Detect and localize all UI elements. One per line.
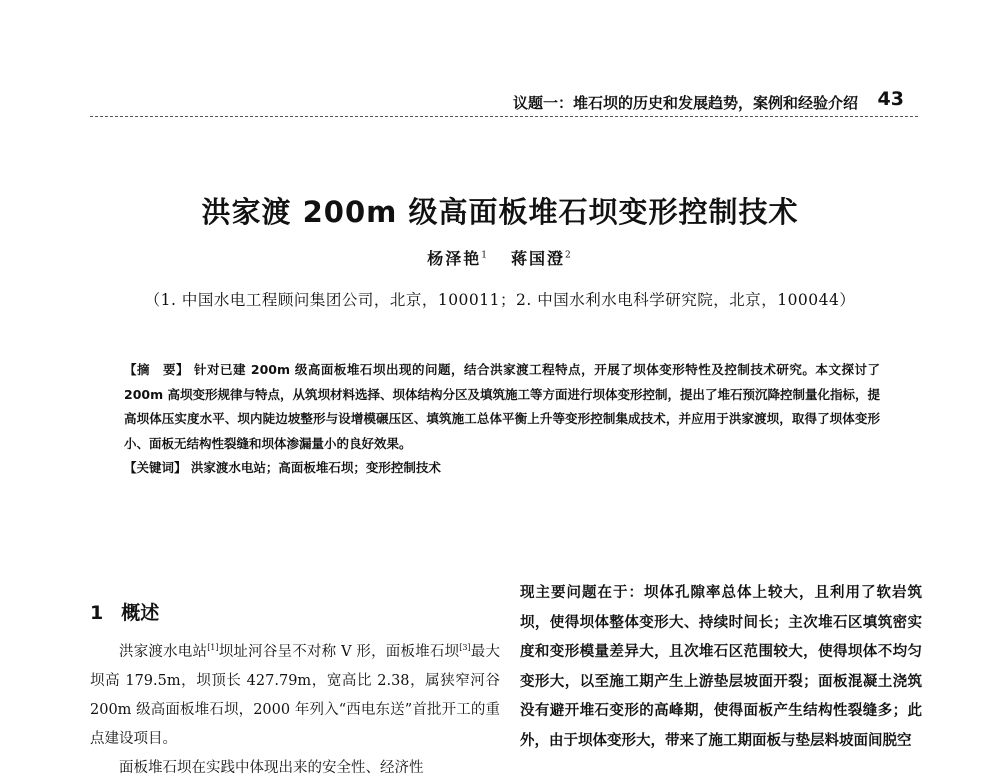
body-text: 坝址河谷呈不对称 V 形，面板堆石坝	[218, 643, 460, 660]
author-line	[0, 246, 1000, 269]
abstract-paragraph	[124, 358, 880, 456]
running-head-text: 议题一：堆石坝的历史和发展趋势，案例和经验介绍	[512, 94, 858, 112]
author-affil-mark: 1	[481, 250, 489, 261]
body-paragraph: 现主要问题在于：坝体孔隙率总体上较大，且利用了软岩筑坝，使得坝体整体变形大、持续时间长；主次堆石区填筑密实度和变形模量差异大，且次堆石区范围较大，使得坝体不均匀变形大，以至施工期产生上游垫层坡面开裂；面板混凝土浇筑没有避开堆石变形的高峰期，使得面板产生结构性裂缝多；此外，由于坝体变形大，带来了施工期面板与垫层料坡面间脱空	[520, 584, 922, 749]
section-number: 1	[90, 602, 104, 624]
section-heading	[90, 598, 159, 625]
right-column	[520, 578, 922, 755]
affiliation-line: （1. 中国水电工程顾问集团公司，北京，100011；2. 中国水利水电科学研究院，北京，100044）	[144, 291, 856, 309]
author-name: 蒋国澄	[511, 249, 566, 268]
keywords-label: 【关键词】	[124, 460, 187, 475]
left-column	[90, 633, 500, 783]
abstract-text: 针对已建 200m 级高面板堆石坝出现的问题，结合洪家渡工程特点，开展了坝体变形特性及控制技术研究。本文探讨了 200m 高坝变形规律与特点，从筑坝材料选择、坝体结构分区及填筑施工等方面进行坝体变形控制，提出了堆石预沉降控制量化指标，提高坝体压实度水平、坝内陡边坡整形与设增模碾压区、填筑施工总体平衡上升等变形控制集成技术，并应用于洪家渡坝，取得了坝体变形小、面板无结构性裂缝和坝体渗漏量小的良好效果。	[124, 362, 880, 451]
keywords-text: 洪家渡水电站；高面板堆石坝；变形控制技术	[190, 460, 441, 475]
body-text: 最大坝高 179.5m，坝顶长 427.79m，宽高比 2.38，属狭窄河谷 200m 级高面板堆石坝，2000 年列入“西电东送”首批开工的重点建设项目。	[90, 643, 501, 747]
section-title: 概述	[121, 602, 160, 624]
author-affil-mark: 2	[565, 250, 573, 261]
abstract-block	[124, 358, 880, 481]
running-header	[90, 88, 918, 117]
body-text: 洪家渡水电站	[119, 643, 208, 660]
keywords-paragraph	[124, 456, 880, 481]
citation: [3]	[459, 643, 471, 652]
paper-title: 洪家渡 200m 级高面板堆石坝变形控制技术	[201, 195, 799, 229]
citation: [1]	[207, 643, 219, 652]
body-paragraph: 面板堆石坝在实践中体现出来的安全性、经济性	[119, 759, 424, 776]
abstract-label: 【摘 要】	[124, 362, 190, 377]
author-name: 杨泽艳	[427, 249, 482, 268]
body-paragraph	[90, 633, 500, 754]
page-number: 43	[877, 88, 904, 110]
